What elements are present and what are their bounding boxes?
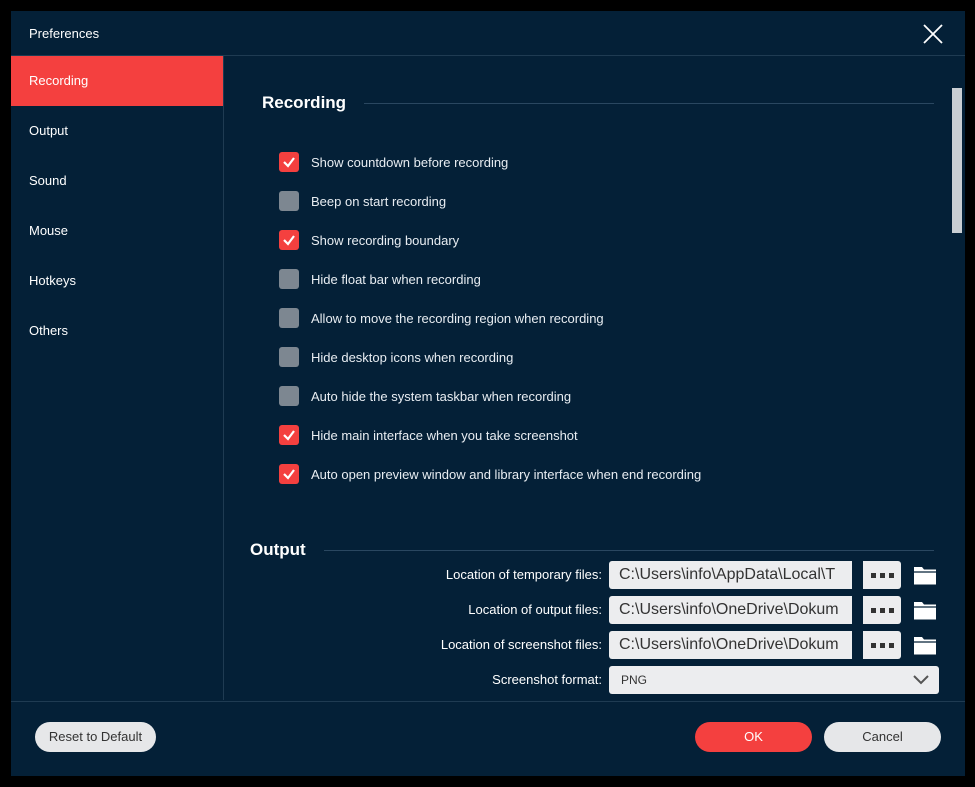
ok-button[interactable]: OK bbox=[695, 722, 812, 752]
recording-option-row[interactable] bbox=[279, 152, 508, 172]
temp-files-path-input[interactable]: C:\Users\info\AppData\Local\T bbox=[609, 561, 852, 589]
scrollbar-thumb[interactable] bbox=[952, 88, 962, 233]
check-icon bbox=[282, 155, 296, 169]
checkbox-label: Hide float bar when recording bbox=[311, 271, 481, 287]
more-dots-icon bbox=[871, 573, 876, 578]
screenshot-files-path-input[interactable]: C:\Users\info\OneDrive\Dokum bbox=[609, 631, 852, 659]
check-icon bbox=[282, 467, 296, 481]
checkbox-label: Show recording boundary bbox=[311, 232, 460, 248]
recording-option-row[interactable] bbox=[279, 191, 446, 211]
recording-option-row[interactable] bbox=[279, 308, 604, 328]
checkbox[interactable] bbox=[279, 425, 299, 445]
output-heading: Output bbox=[250, 540, 306, 559]
sidebar-item-hotkeys[interactable]: Hotkeys bbox=[29, 273, 76, 288]
screenshot-files-row bbox=[224, 631, 944, 659]
dialog-title: Preferences bbox=[29, 26, 100, 41]
dialog-footer bbox=[11, 701, 965, 777]
temp-files-row bbox=[224, 561, 944, 589]
screenshot-files-browse-button[interactable] bbox=[863, 631, 901, 659]
recording-option-row[interactable] bbox=[279, 464, 701, 484]
check-icon bbox=[282, 428, 296, 442]
cancel-button[interactable]: Cancel bbox=[824, 722, 941, 752]
recording-heading: Recording bbox=[262, 93, 347, 112]
output-files-label: Location of output files: bbox=[468, 602, 602, 617]
screenshot-format-row bbox=[224, 666, 944, 694]
check-icon bbox=[282, 233, 296, 247]
section-divider bbox=[364, 103, 934, 104]
sidebar-item-output[interactable]: Output bbox=[29, 123, 69, 138]
checkbox[interactable] bbox=[279, 191, 299, 211]
recording-option-row[interactable] bbox=[279, 269, 481, 289]
recording-option-row[interactable] bbox=[279, 386, 571, 406]
temp-files-label: Location of temporary files: bbox=[445, 567, 602, 582]
checkbox-label: Auto hide the system taskbar when recording bbox=[311, 388, 572, 404]
checkbox-label: Hide main interface when you take screenshot bbox=[311, 427, 578, 443]
checkbox-label: Show countdown before recording bbox=[311, 154, 509, 170]
checkbox[interactable] bbox=[279, 152, 299, 172]
sidebar bbox=[11, 56, 224, 700]
checkbox[interactable] bbox=[279, 386, 299, 406]
sidebar-item-mouse[interactable]: Mouse bbox=[29, 223, 69, 238]
recording-option-row[interactable] bbox=[279, 425, 578, 445]
checkbox[interactable] bbox=[279, 347, 299, 367]
more-dots-icon bbox=[871, 643, 876, 648]
screenshot-format-label: Screenshot format: bbox=[492, 672, 602, 687]
recording-option-row[interactable] bbox=[279, 230, 459, 250]
recording-section-header bbox=[262, 93, 934, 113]
sidebar-item-recording[interactable]: Recording bbox=[11, 56, 223, 106]
checkbox[interactable] bbox=[279, 464, 299, 484]
checkbox-label: Auto open preview window and library interface when end recording bbox=[311, 466, 702, 482]
more-dots-icon bbox=[871, 608, 876, 613]
checkbox-label: Beep on start recording bbox=[311, 193, 447, 209]
screenshot-format-select[interactable] bbox=[609, 666, 939, 694]
output-files-browse-button[interactable] bbox=[863, 596, 901, 624]
title-bar bbox=[11, 11, 965, 56]
folder-icon[interactable] bbox=[913, 564, 937, 586]
output-files-row bbox=[224, 596, 944, 624]
close-icon bbox=[921, 22, 945, 46]
output-files-path-input[interactable]: C:\Users\info\OneDrive\Dokum bbox=[609, 596, 852, 624]
chevron-down-icon bbox=[913, 674, 929, 686]
preferences-dialog bbox=[11, 11, 965, 776]
checkbox[interactable] bbox=[279, 269, 299, 289]
sidebar-item-sound[interactable]: Sound bbox=[29, 173, 67, 188]
folder-icon[interactable] bbox=[913, 634, 937, 656]
screenshot-files-label: Location of screenshot files: bbox=[440, 637, 602, 652]
output-section-header bbox=[250, 540, 934, 560]
temp-files-browse-button[interactable] bbox=[863, 561, 901, 589]
close-button[interactable] bbox=[921, 22, 945, 46]
screenshot-format-value: PNG bbox=[621, 673, 648, 687]
checkbox[interactable] bbox=[279, 308, 299, 328]
checkbox[interactable] bbox=[279, 230, 299, 250]
recording-option-row[interactable] bbox=[279, 347, 513, 367]
settings-content bbox=[224, 56, 965, 700]
sidebar-item-others[interactable]: Others bbox=[29, 323, 69, 338]
section-divider bbox=[324, 550, 934, 551]
checkbox-label: Allow to move the recording region when recording bbox=[311, 310, 604, 326]
scrollbar[interactable] bbox=[952, 88, 962, 698]
reset-to-default-button[interactable]: Reset to Default bbox=[35, 722, 156, 752]
folder-icon[interactable] bbox=[913, 599, 937, 621]
checkbox-label: Hide desktop icons when recording bbox=[311, 349, 514, 365]
